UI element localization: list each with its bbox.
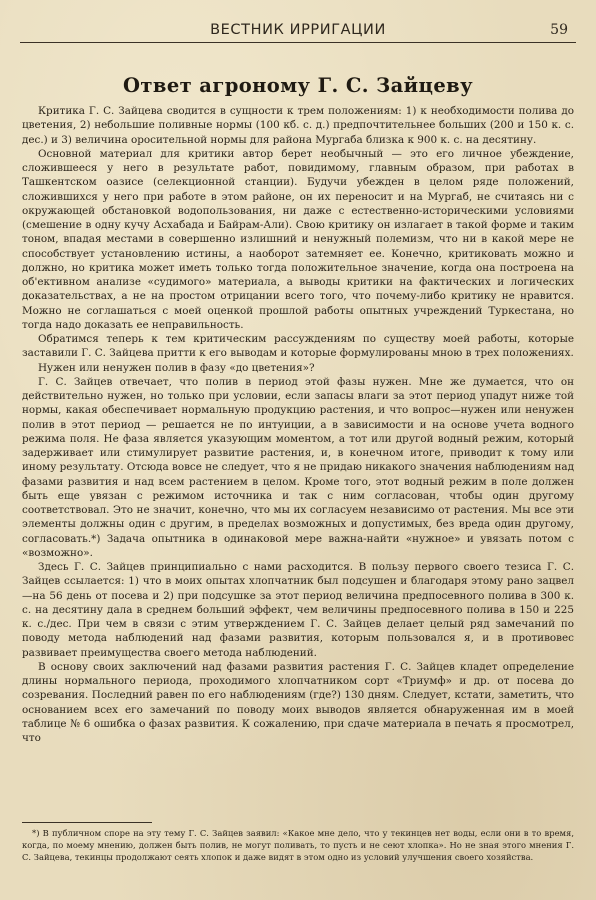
footnote-divider <box>22 822 152 823</box>
running-header <box>20 20 576 43</box>
page-number: 59 <box>550 22 568 38</box>
section-question: Нужен или ненужен полив в фазу «до цветения»? <box>38 361 315 374</box>
footnote: *) В публичном споре на эту тему Г. С. Зайцев заявил: «Какое мне дело, что у текинцев нет воды, если они в то время, когда, по моему мнению, должен быть полив, не могут поливать, то пусть и не сеют хлопка». Но не зная этого мнения Г. С. Зайцева, текинцы продолжают сеять хлопок и даже видят в этом одно из условий улучшения своего хозяйства. <box>22 828 574 862</box>
paragraph: Критика Г. С. Зайцева сводится в сущности к трем положениям: 1) к необходимости полива до цветения, 2) небольшие поливные нормы (100 кб. с. д.) предпочтительнее больших (200 и 150 к. с. дес.) и 3) величина оросительной нормы для района Мургаба близка к 900 к. с. на десятину. <box>22 105 574 146</box>
paragraph: Здесь Г. С. Зайцев принципиально с нами расходится. В пользу первого своего тезиса Г. С. Зайцев ссылается: 1) что в моих опытах хлопчатник был подсушен и благодаря этому рано зацвел—на 56 день от посева и 2) при подсушке за этот период величина предпосевного полива в 300 к. с. на десятину дала в среднем больший эффект, чем величины предпосевного полива в 150 и 225 к. с./дес. При чем в связи с этим утверждением Г. С. Зайцев делает целый ряд замечаний по поводу метода наблюдений над фазами развития, которым пользовался я, и в противовес развивает преимущества своего метода наблюдений. <box>22 561 574 659</box>
paragraph: Обратимся теперь к тем критическим рассуждениям по существу моей работы, которые заставили Г. С. Зайцева притти к его выводам и которые формулированы мною в трех положениях. <box>22 333 574 360</box>
paragraph: В основу своих заключений над фазами развития растения Г. С. Зайцев кладет определение длины нормального периода, проходимого хлопчатником сорт «Триумф» и др. от посева до созревания. Последний равен по его наблюдениям (где?) 130 дням. Следует, кстати, заметить, что основанием всех его замечаний по поводу моих выводов является обнаруженная им в моей таблице № 6 ошибка о фазах развития. К сожалению, при сдаче материала в печать я просмотрел, что <box>22 660 574 744</box>
article-title: Ответ агроному Г. С. Зайцеву <box>123 74 473 97</box>
journal-title: ВЕСТНИК ИРРИГАЦИИ <box>210 22 386 38</box>
paragraph: Основной материал для критики автор берет необычный — это его личное убеждение, сложившееся у него в результате работ, повидимому, главным образом, при работах в Ташкентском оазисе (селекционной станции). Будучи убежден в целом ряде положений, сложившихся у него при работе в этом районе, он их переносит и на Мургаб, не считаясь ни с окружающей обстановкой водопользования, ни даже с естественно-историческими условиями (смешение в одну кучу Асхабада и Байрам-Али). Свою критику он излагает в такой форме и таким тоном, впадая местами в совершенно излишний и ненужный полемизм, что ни в какой мере не способствует установлению истины, а наоборот затемняет ее. Конечно, критиковать можно и должно, но критика может иметь только тогда положительное значение, когда она построена на об'ективном анализе «судимого» материала, а выводы критики на фактических и логических доказательствах, а не на простом отрицании всего того, что почему-либо критику не нравится. Можно не соглашаться с моей оценкой прошлой работы опытных учреждений Туркестана, но тогда надо доказать ее неправильность. <box>22 147 574 331</box>
paragraph: Г. С. Зайцев отвечает, что полив в период этой фазы нужен. Мне же думается, что он действительно нужен, но только при условии, если запасы влаги за этот период упадут ниже той нормы, какая обеспечивает нормальную продукцию растения, и что вопрос—нужен или ненужен полив в этот период — решается не по интуиции, а в зависимости и на основе учета водного режима поля. Не фаза является указующим моментом, а тот или другой водный режим, который задерживает или стимулирует развитие растения, и, в конечном итоге, приводит к тому или иному результату. Отсюда вовсе не следует, что я не придаю никакого значения наблюдениям над фазами развития и над всем растением в целом. Кроме того, этот водный режим в поле должен быть еще увязан с режимом источника и так с ним согласован, чтобы один другому соответствовал. Это не значит, конечно, что мы их согласуем независимо от растения. Мы все эти элементы должны один с другим, в пределах возможных и допустимых, без вреда один другому, согласовать.*) Задача опытника в одинаковой мере важна-найти «нужное» и увязать потом с «возможно». <box>22 375 574 559</box>
article-body <box>22 104 574 745</box>
